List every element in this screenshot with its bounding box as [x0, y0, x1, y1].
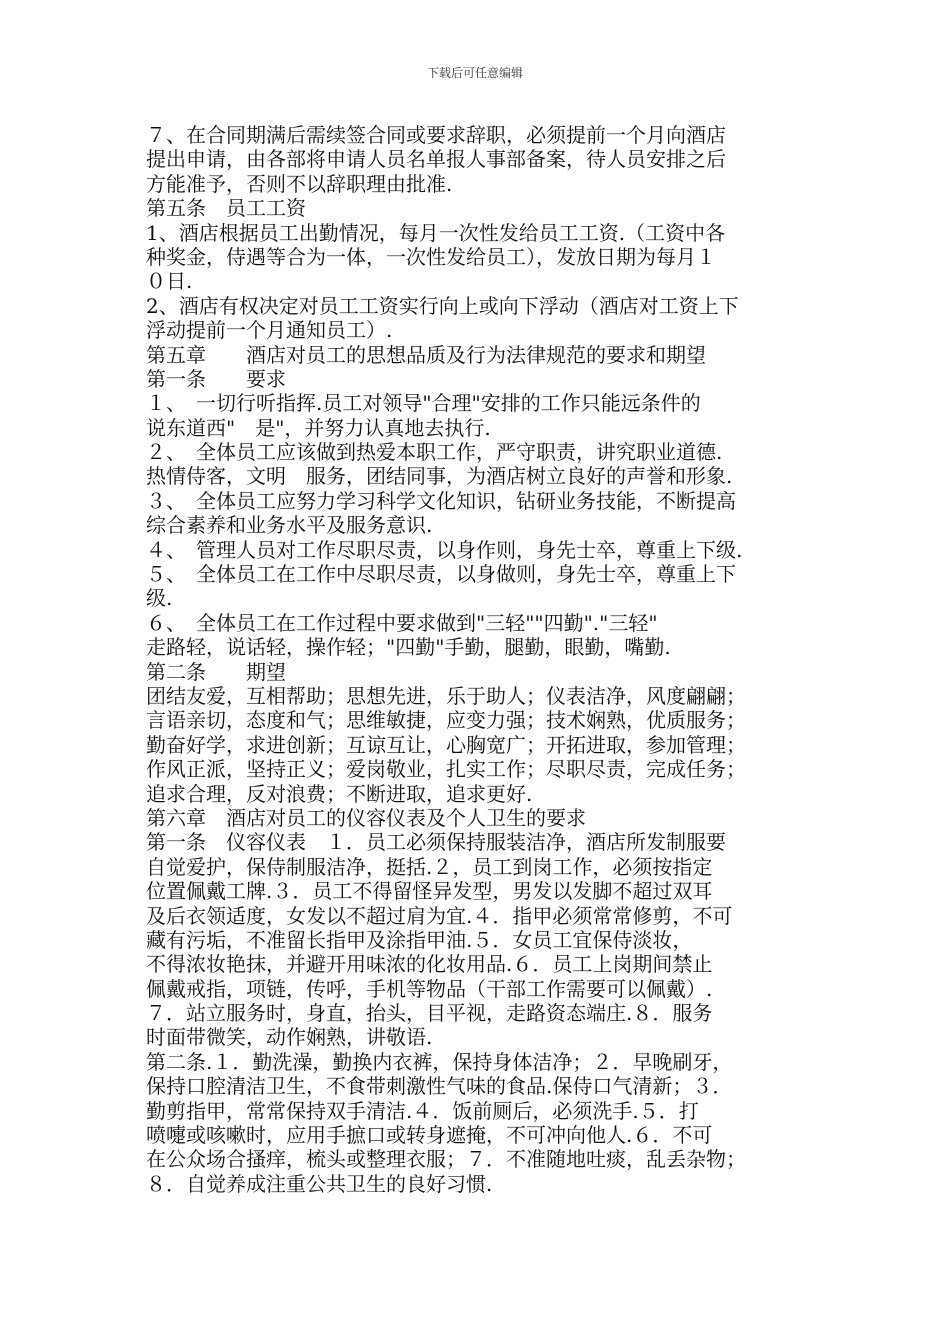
text-line: 热情侍客，文明 服务，团结同事，为酒店树立良好的声誉和形象.	[146, 464, 733, 489]
text-line: 第二条.１．勤洗澡，勤换内衣裤，保持身体洁净；２．早晚刷牙，	[146, 1049, 733, 1074]
text-line: ２、 全体员工应该做到热爱本职工作，严守职责，讲究职业道德.	[146, 440, 723, 465]
text-line: 级.	[146, 586, 173, 611]
text-line: 第一条 仪容仪表 １．员工必须保持服装洁净，酒店所发制服要	[146, 830, 726, 855]
text-line: 保持口腔清洁卫生，不食带刺激性气味的食品.保侍口气清新；３．	[146, 1074, 733, 1099]
text-line: 提出申请，由各部将申请人员名单报人事部备案，待人员安排之后	[146, 147, 726, 172]
text-line: 浮动提前一个月通知员工）.	[146, 318, 393, 343]
text-line: 言语亲切，态度和气；思维敏捷，应变力强；技术娴熟，优质服务；	[146, 708, 746, 733]
text-line: 种奖金，侍遇等合为一体，一次性发给员工），发放日期为每月１	[146, 244, 716, 269]
text-line: 第五章 酒店对员工的思想品质及行为法律规范的要求和期望	[146, 342, 706, 367]
text-line: 作风正派，坚持正义；爱岗敬业，扎实工作；尽职尽责，完成任务；	[146, 757, 746, 782]
text-line: 喷嚏或咳嗽时，应用手摭口或转身遮掩，不可冲向他人.６．不可	[146, 1123, 713, 1148]
text-line: 时面带微笑，动作娴熟，讲敬语.	[146, 1025, 433, 1050]
header-note: 下载后可任意编辑	[426, 66, 523, 80]
text-line: ３、 全体员工应努力学习科学文化知识，钻研业务技能，不断提高	[146, 488, 736, 513]
text-line: 藏有污垢，不准留长指甲及涂指甲油.５．女员工宜保侍淡妆，	[146, 927, 693, 952]
text-line: 勤奋好学，求进创新；互谅互让，心胸宽广；开拓进取，参加管理；	[146, 732, 746, 757]
text-line: 位置佩戴工牌.３．员工不得留怪异发型，男发以发脚不超过双耳	[146, 879, 713, 904]
text-line: 在公众场合搔痒，梳头或整理衣服；７．不准随地吐痰，乱丢杂物；	[146, 1147, 746, 1172]
text-line: ６、 全体员工在工作过程中要求做到"三轻""四勤"."三轻"	[146, 610, 658, 635]
text-line: 勤剪指甲，常常保持双手清洁.４．饭前厕后，必须洗手.５．打	[146, 1098, 699, 1123]
text-line: 追求合理，反对浪费；不断进取，追求更好.	[146, 781, 533, 806]
text-line: 佩戴戒指，项链，传呼，手机等物品（干部工作需要可以佩戴）.	[146, 976, 713, 1001]
text-line: 第一条 要求	[146, 366, 286, 391]
text-line: ０日.	[146, 269, 193, 294]
text-line: ５、 全体员工在工作中尽职尽责，以身做则，身先士卒，尊重上下	[146, 562, 736, 587]
text-line: 1、酒店根据员工出勤情况，每月一次性发给员工工资.（工资中各	[146, 220, 726, 245]
text-line: ７、在合同期满后需续签合同或要求辞职，必须提前一个月向酒店	[146, 123, 726, 147]
text-line: 2、酒店有权决定对员工工资实行向上或向下浮动（酒店对工资上下	[146, 293, 739, 318]
text-line: 综合素养和业务水平及服务意识.	[146, 513, 433, 538]
text-line: 团结友爱，互相帮助；思想先进，乐于助人；仪表洁净，风度翩翩；	[146, 683, 746, 708]
text-line: 自觉爱护，保侍制服洁净，挺括.２，员工到岗工作，必须按指定	[146, 854, 713, 879]
text-line: ８．自觉养成注重公共卫生的良好习惯.	[146, 1171, 493, 1196]
text-line: 及后衣领适度，女发以不超过肩为宜.４．指甲必须常常修剪，不可	[146, 903, 733, 928]
text-line: 走路轻，说话轻，操作轻；"四勤"手勤，腿勤，眼勤，嘴勤.	[146, 635, 671, 660]
text-line: 不得浓妆艳抹，并避开用味浓的化妆用品.６．员工上岗期间禁止	[146, 952, 713, 977]
text-line: １、 一切行听指挥.员工对领导"合理"安排的工作只能远条件的	[146, 391, 701, 416]
text-line: 方能准予，否则不以辞职理由批准.	[146, 171, 453, 196]
text-line: ７．站立服务时，身直，抬头，目平视，走路资态端庄.８．服务	[146, 1001, 713, 1026]
text-line: 第二条 期望	[146, 659, 286, 684]
text-line: 第六章 酒店对员工的仪容仪表及个人卫生的要求	[146, 805, 586, 830]
document-body	[146, 123, 816, 1196]
text-line: ４、 管理人员对工作尽职尽责，以身作则，身先士卒，尊重上下级.	[146, 537, 743, 562]
text-line: 第五条 员工工资	[146, 196, 306, 221]
text-line: 说东道西" 是"，并努力认真地去执行.	[146, 415, 491, 440]
